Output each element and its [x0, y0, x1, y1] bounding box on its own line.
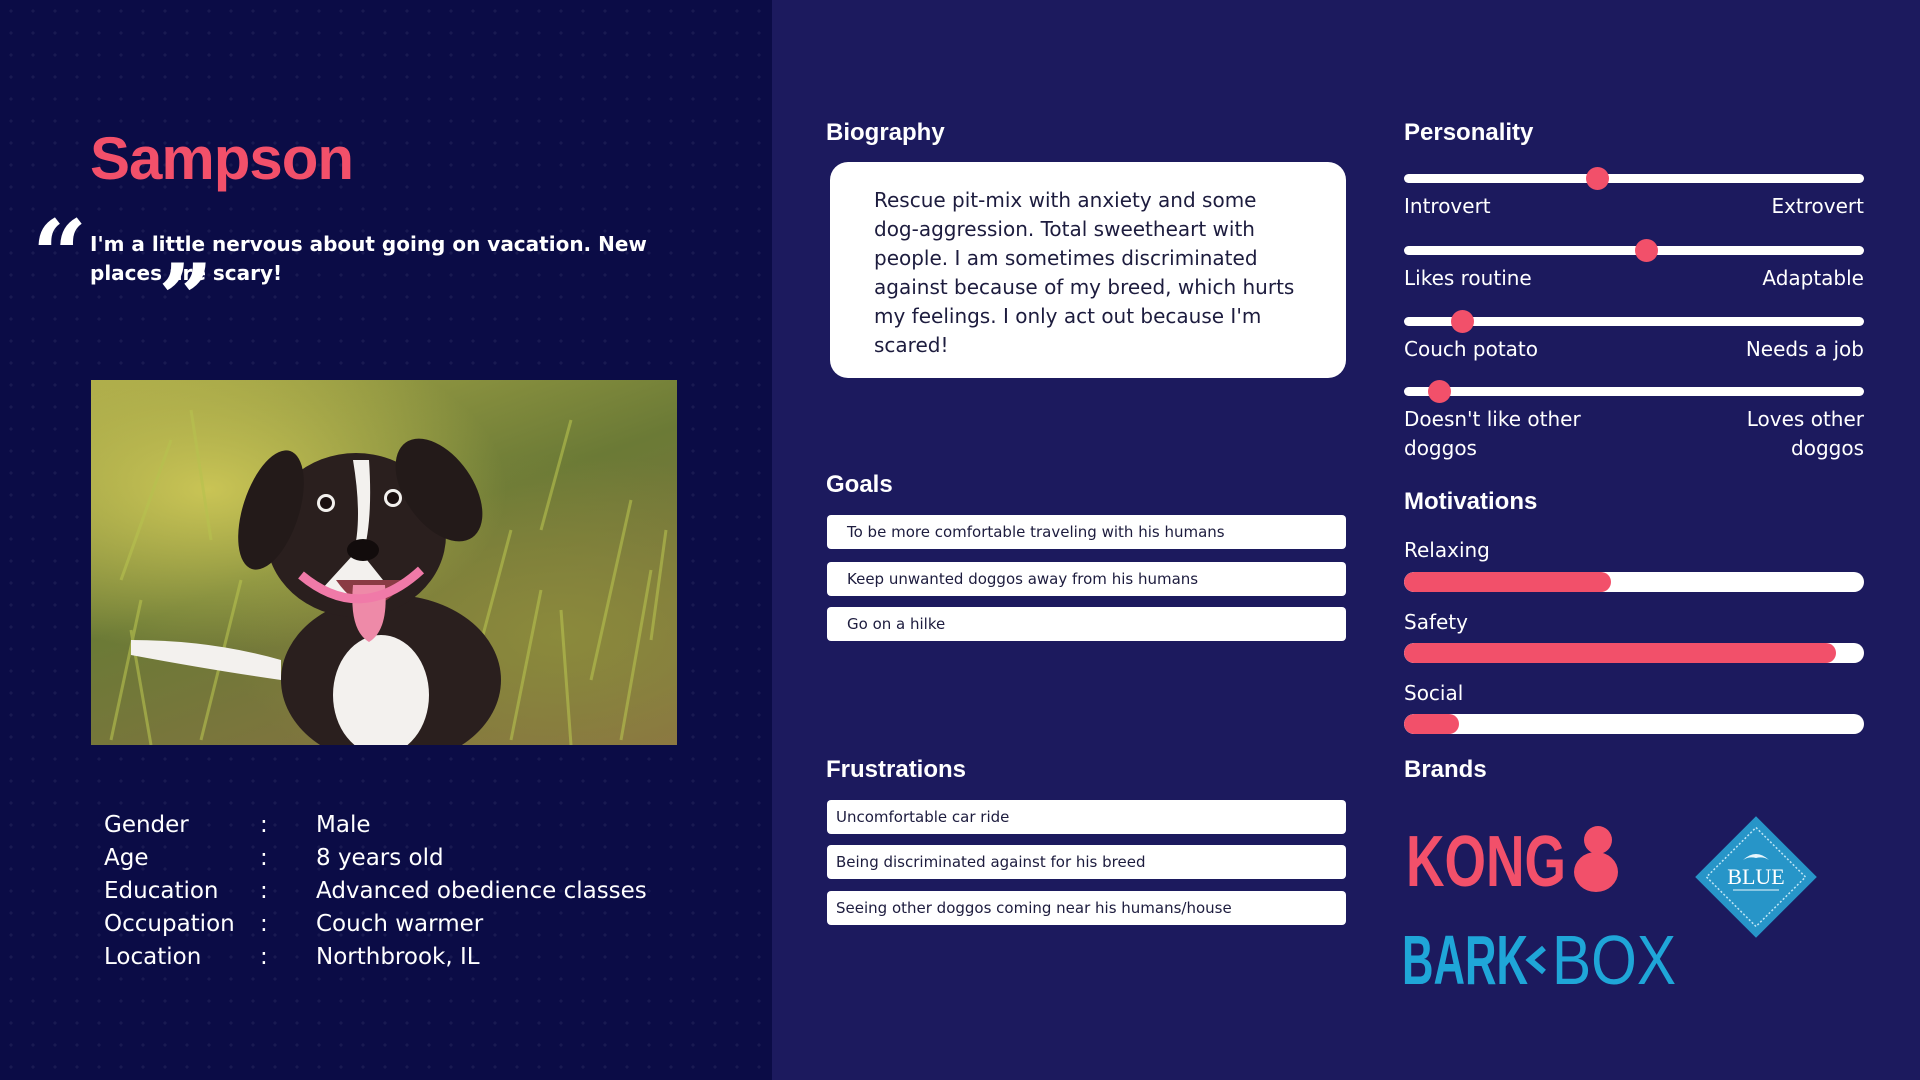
persona-name: Sampson	[90, 125, 354, 192]
motivation-bar-fill	[1404, 572, 1611, 592]
goal-item: To be more comfortable traveling with his humans	[827, 515, 1346, 549]
personality-slider	[1404, 246, 1864, 255]
detail-row-occupation	[104, 907, 744, 940]
brands-title: Brands	[1404, 756, 1487, 783]
slider-left-label: Doesn't like other doggos	[1404, 407, 1581, 460]
slider-knob	[1635, 239, 1658, 262]
slider-left-label: Introvert	[1404, 194, 1491, 218]
detail-value: Couch warmer	[316, 910, 484, 937]
detail-separator: :	[260, 811, 268, 838]
slider-knob	[1451, 310, 1474, 333]
personality-slider	[1404, 317, 1864, 326]
slider-knob	[1428, 380, 1451, 403]
detail-row-age	[104, 841, 744, 874]
detail-value: Male	[316, 811, 371, 838]
svg-text:BARK: BARK	[1402, 921, 1528, 992]
persona-quote: I'm a little nervous about going on vacation. New places are scary!	[90, 232, 647, 285]
motivations-title: Motivations	[1404, 488, 1538, 515]
goals-title: Goals	[826, 471, 893, 498]
blue-buffalo-logo	[1683, 804, 1829, 950]
frustrations-title: Frustrations	[826, 756, 967, 783]
detail-label: Occupation	[104, 910, 235, 937]
detail-row-education	[104, 874, 744, 907]
detail-separator: :	[260, 844, 268, 871]
slider-right-label: Needs a job	[1745, 337, 1864, 361]
detail-value: 8 years old	[316, 844, 444, 871]
motivation-label: Relaxing	[1404, 538, 1490, 562]
personality-slider	[1404, 174, 1864, 183]
motivation-bar	[1404, 643, 1864, 663]
slider-left-label: Likes routine	[1404, 266, 1532, 290]
personality-slider	[1404, 387, 1864, 396]
detail-label: Gender	[104, 811, 189, 838]
close-quote-icon: ”	[158, 243, 214, 356]
kong-logo	[1406, 818, 1626, 894]
personality-title: Personality	[1404, 119, 1534, 146]
biography-card: Rescue pit-mix with anxiety and some dog-aggression. Total sweetheart with people. I am sometimes discriminated against because of my breed, which hurts my feelings. I only act out because I'm scared!	[830, 162, 1346, 378]
detail-separator: :	[260, 943, 268, 970]
detail-label: Age	[104, 844, 149, 871]
motivation-label: Social	[1404, 681, 1464, 705]
goals-list	[827, 515, 1346, 641]
detail-value: Northbrook, IL	[316, 943, 480, 970]
motivation-label: Safety	[1404, 610, 1468, 634]
slider-left-label: Couch potato	[1404, 337, 1539, 361]
frustration-item: Seeing other doggos coming near his humans/house	[827, 891, 1346, 925]
detail-row-gender	[104, 808, 744, 841]
svg-text:BOX: BOX	[1552, 921, 1676, 992]
motivation-bar	[1404, 572, 1864, 592]
svg-text:KONG: KONG	[1406, 822, 1566, 894]
goal-item: Keep unwanted doggos away from his humans	[827, 562, 1346, 596]
barkbox-logo	[1402, 920, 1682, 992]
motivation-bar-fill	[1404, 643, 1836, 663]
persona-details	[104, 808, 744, 973]
detail-separator: :	[260, 910, 268, 937]
biography-title: Biography	[826, 119, 945, 146]
slider-right-label: Loves other doggos	[1746, 407, 1864, 460]
detail-row-location	[104, 940, 744, 973]
open-quote-icon: “	[32, 199, 88, 312]
detail-separator: :	[260, 877, 268, 904]
dog-photo	[91, 380, 677, 745]
detail-label: Education	[104, 877, 219, 904]
frustration-item: Uncomfortable car ride	[827, 800, 1346, 834]
frustration-item: Being discriminated against for his breed	[827, 845, 1346, 879]
goal-item: Go on a hilke	[827, 607, 1346, 641]
svg-text:BLUE: BLUE	[1727, 864, 1785, 889]
detail-label: Location	[104, 943, 202, 970]
motivation-bar	[1404, 714, 1864, 734]
slider-right-label: Adaptable	[1762, 266, 1864, 290]
detail-value: Advanced obedience classes	[316, 877, 647, 904]
motivation-bar-fill	[1404, 714, 1459, 734]
frustrations-list	[827, 800, 1346, 925]
slider-right-label: Extrovert	[1771, 194, 1864, 218]
